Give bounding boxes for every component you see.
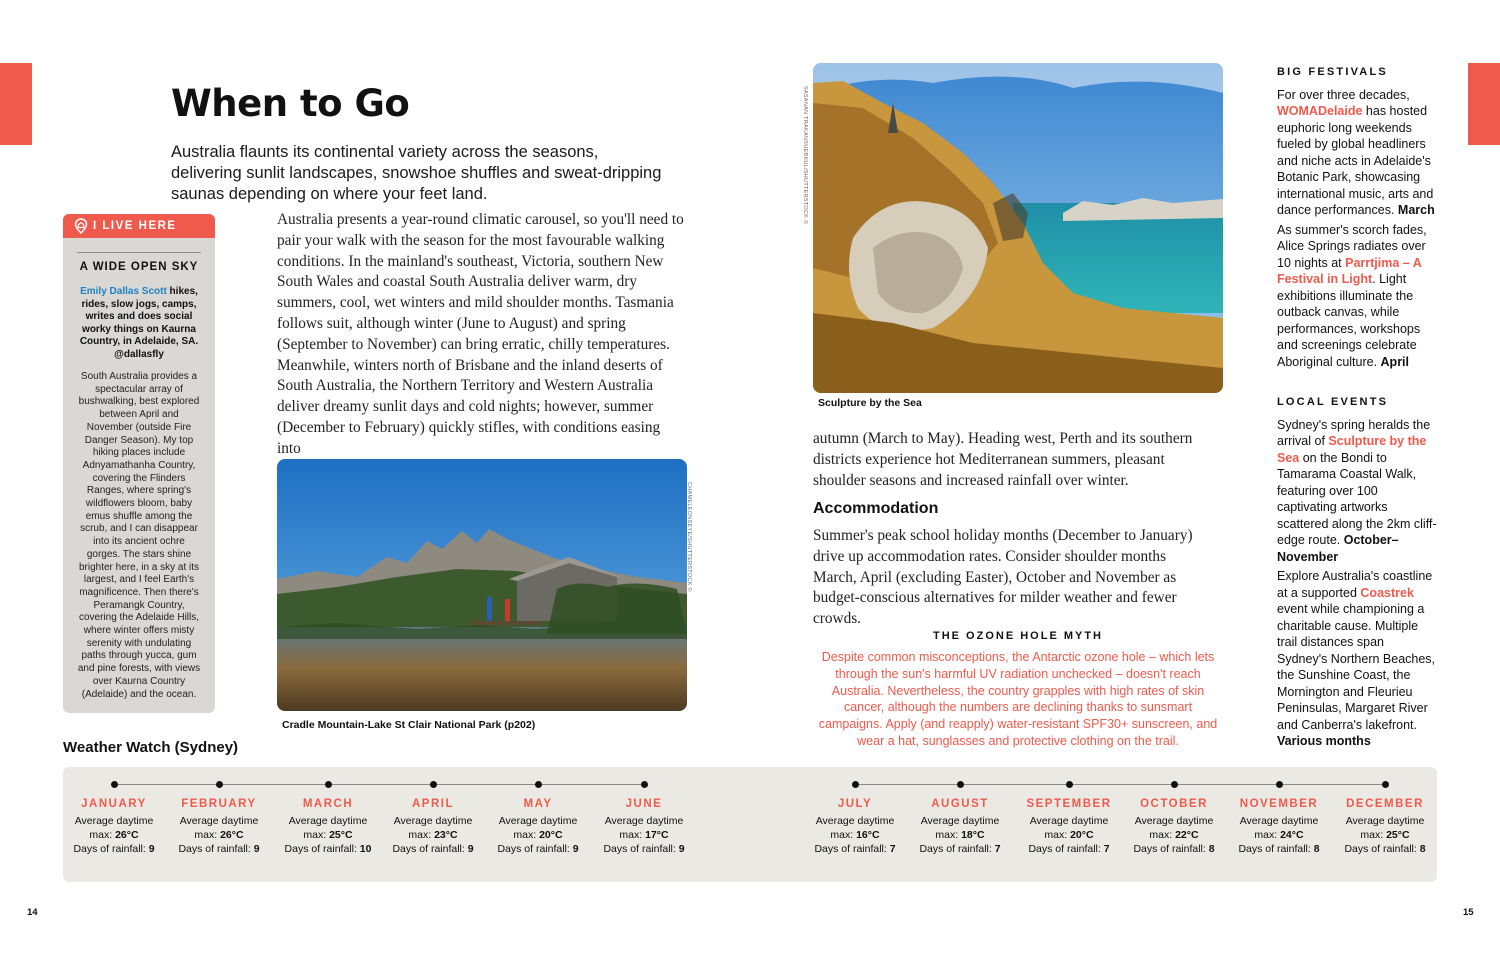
rainfall-days: Days of rainfall: 7 <box>814 842 896 855</box>
avg-line: Average daytime <box>393 815 473 827</box>
avg-line: Average daytime <box>1239 815 1319 827</box>
avg-line: Average daytime <box>288 815 368 827</box>
page-number-left: 14 <box>27 907 38 918</box>
cradle-mountain-photo <box>277 459 687 711</box>
rainfall-days: Days of rainfall: 9 <box>73 842 155 855</box>
photo2-caption: Sculpture by the Sea <box>818 397 922 409</box>
i-live-here-box <box>63 214 215 713</box>
max-temp: max: 22°C <box>1149 828 1199 841</box>
festival-month: March <box>1397 203 1435 217</box>
page-title: When to Go <box>171 82 410 125</box>
weather-watch-panel <box>63 767 1437 882</box>
event-month: October–November <box>1277 533 1399 564</box>
local-events-heading: LOCAL EVENTS <box>1277 396 1389 408</box>
month-name: DECEMBER <box>1346 798 1424 810</box>
month-column <box>484 798 592 856</box>
rainfall-days: Days of rainfall: 7 <box>919 842 1001 855</box>
month-column <box>60 798 168 856</box>
rainfall-days: Days of rainfall: 7 <box>1028 842 1110 855</box>
month-name: AUGUST <box>931 798 989 810</box>
rainfall-days: Days of rainfall: 9 <box>392 842 474 855</box>
author-name: Emily Dallas Scott <box>80 286 167 297</box>
festival-womadelaide: For over three decades, WOMADelaide has hosted euphoric long weekends fueled by global headliners and niche acts in Adelaide's Botanic Park, showcasing international music, arts and dance performances. March <box>1277 87 1435 217</box>
event-name: Coastrek <box>1360 585 1414 600</box>
avg-line: Average daytime <box>1134 815 1214 827</box>
festival-name: Parrtjima – A Festival in Light <box>1277 255 1422 286</box>
month-column <box>1331 798 1439 856</box>
timeline-dot <box>1066 781 1073 788</box>
festival-name: WOMADelaide <box>1277 104 1363 118</box>
i-live-here-header <box>63 214 215 238</box>
max-temp: max: 17°C <box>619 828 669 841</box>
max-temp: max: 24°C <box>1254 828 1304 841</box>
timeline-dot <box>1276 781 1283 788</box>
avg-line: Average daytime <box>604 815 684 827</box>
photo1-credit: CHAMELEONSEYE/SHUTTERSTOCK © <box>686 482 692 592</box>
timeline-dot <box>1382 781 1389 788</box>
accommodation-heading: Accommodation <box>813 500 939 517</box>
location-pin-icon <box>74 218 88 234</box>
month-column <box>1225 798 1333 856</box>
event-month: Various months <box>1277 734 1371 748</box>
timeline-dot <box>111 781 118 788</box>
i-live-here-label: I LIVE HERE <box>93 220 177 232</box>
month-column <box>1015 798 1123 856</box>
event-name: Sculpture by the Sea <box>1277 434 1427 465</box>
ozone-heading: THE OZONE HOLE MYTH <box>933 630 1103 642</box>
max-temp: max: 25°C <box>1360 828 1410 841</box>
timeline-dot <box>430 781 437 788</box>
month-column <box>165 798 273 856</box>
avg-line: Average daytime <box>920 815 1000 827</box>
max-temp: max: 23°C <box>408 828 458 841</box>
timeline-dot <box>216 781 223 788</box>
ozone-text: Despite common misconceptions, the Antarctic ozone hole – which lets through the sun's harmful UV radiation unchecked – doesn't reach Australia. Nevertheless, the country grapples with high rates of skin cancer, although the numbers are declining thanks to sunsmart campaigns. Apply (and reapply) water-resistant SPF30+ sunscreen, and wear a hat, sunglasses and protective clothing on the trail. <box>818 650 1218 748</box>
timeline-dot <box>957 781 964 788</box>
rainfall-days: Days of rainfall: 9 <box>497 842 579 855</box>
left-edge-tab <box>0 63 32 145</box>
rainfall-days: Days of rainfall: 8 <box>1238 842 1320 855</box>
festival-month: April <box>1380 354 1410 369</box>
timeline-dot <box>641 781 648 788</box>
festival-parrtjima: As summer's scorch fades, Alice Springs radiates over 10 nights at Parrtjima – A Festival in Light. Light exhibitions illuminate the outback canvas, while performances, workshops and screenings celebrate Aboriginal culture. April <box>1277 222 1427 369</box>
timeline-dot <box>535 781 542 788</box>
big-festivals-section <box>1277 64 1437 370</box>
timeline-line <box>114 784 645 785</box>
max-temp: max: 26°C <box>194 828 244 841</box>
right-edge-tab <box>1468 63 1500 145</box>
photo1-caption: Cradle Mountain-Lake St Clair National Park (p202) <box>282 719 536 731</box>
timeline-dot <box>1171 781 1178 788</box>
box-heading: A WIDE OPEN SKY <box>79 261 199 273</box>
body-paragraph-1: Australia presents a year-round climatic carousel, so you'll need to pair your walk with the season for the most favourable walking conditions. In the mainland's southeast, Victoria, southern New South Wales and coastal South Australia deliver warm, dry summers, cool, wet winters and mild shoulder months. Tasmania follows suit, although winter (June to August) and spring (September to November) can bring erratic, chilly temperatures. Meanwhile, winters north of Brisbane and the inland deserts of South Australia, the Northern Territory and Western Australia deliver dreamy sunlit days and cold nights; however, summer (December to February) quickly stifles, with conditions easing into <box>277 211 684 457</box>
month-name: JUNE <box>625 798 663 810</box>
avg-line: Average daytime <box>179 815 259 827</box>
month-column <box>906 798 1014 856</box>
month-name: JANUARY <box>81 798 147 810</box>
month-name: FEBRUARY <box>181 798 257 810</box>
accommodation-text: Summer's peak school holiday months (December to January) drive up accommodation rates. Consider shoulder months March, April (excluding Easter), October and November as budget-conscious alternatives for milder weather and fewer crowds. <box>813 527 1193 628</box>
month-name: OCTOBER <box>1140 798 1208 810</box>
photo2-credit: SASANAN TRAKANSUEBKUL/SHUTTERSTOCK © <box>802 86 808 225</box>
big-festivals-heading: BIG FESTIVALS <box>1277 66 1388 78</box>
max-temp: max: 20°C <box>513 828 563 841</box>
avg-line: Average daytime <box>1029 815 1109 827</box>
month-column <box>379 798 487 856</box>
box-body-text: South Australia provides a spectacular array of bushwalking, best explored between April and November (outside Fire Danger Season). My top hiking places include Adnyamathanha Country, covering the Flinders Ranges, where spring's wildflowers bloom, baby emus shuffle among the scrub, and I can disappear into its ancient ochre gorges. The stars shine brighter here, in a sky at its largest, and I feel Earth's magnificence. Then there's Peramangk Country, covering the Adelaide Hills, where winter offers misty serenity with undulating paths through yucca, gum and pine forests, with views over Kaurna Country (Adelaide) and the ocean. <box>77 371 201 700</box>
timeline-dot <box>852 781 859 788</box>
event-coastrek: Explore Australia's coastline at a supported Coastrek event while championing a charitable cause. Multiple trail distances span Sydney's Northern Beaches, the Sunshine Coast, the Mornington and Fleurieu Peninsulas, Margaret River and Canberra's lakefront. Various months <box>1277 569 1436 748</box>
intro-text: Australia flaunts its continental variety across the seasons, delivering sunlit landscapes, snowshoe shuffles and sweat-dripping saunas depending on where your feet land. <box>171 143 662 203</box>
avg-line: Average daytime <box>498 815 578 827</box>
rainfall-days: Days of rainfall: 9 <box>178 842 260 855</box>
avg-line: Average daytime <box>74 815 154 827</box>
month-name: SEPTEMBER <box>1026 798 1112 810</box>
month-name: MAY <box>523 798 553 810</box>
max-temp: max: 20°C <box>1044 828 1094 841</box>
month-name: NOVEMBER <box>1239 798 1319 810</box>
timeline-line <box>855 784 1386 785</box>
avg-line: Average daytime <box>815 815 895 827</box>
author-description: hikes, rides, slow jogs, camps, writes and does social worky things on Kaurna Country, in Adelaide, SA. @dallasfly <box>79 286 199 360</box>
max-temp: max: 25°C <box>303 828 353 841</box>
sculpture-by-the-sea-photo <box>813 63 1223 393</box>
event-sculpture: Sydney's spring heralds the arrival of Sculpture by the Sea on the Bondi to Tamarama Coastal Walk, featuring over 100 captivating artworks scattered along the 2km cliff-edge route. October–November <box>1277 417 1437 564</box>
month-column <box>274 798 382 856</box>
local-events-section <box>1277 394 1437 750</box>
timeline-dot <box>325 781 332 788</box>
weather-watch-title: Weather Watch (Sydney) <box>63 739 239 756</box>
month-name: JULY <box>837 798 873 810</box>
divider <box>77 252 201 253</box>
author-bio <box>63 286 215 361</box>
max-temp: max: 26°C <box>89 828 139 841</box>
rainfall-days: Days of rainfall: 8 <box>1344 842 1426 855</box>
max-temp: max: 16°C <box>830 828 880 841</box>
month-name: MARCH <box>302 798 354 810</box>
max-temp: max: 18°C <box>935 828 985 841</box>
rainfall-days: Days of rainfall: 9 <box>603 842 685 855</box>
body-paragraph-2: autumn (March to May). Heading west, Perth and its southern districts experience hot Mediterranean summers, pleasant shoulder seasons and increased rainfall over winter. <box>813 430 1193 489</box>
month-column <box>1120 798 1228 856</box>
page-number-right: 15 <box>1463 907 1474 918</box>
month-name: APRIL <box>412 798 454 810</box>
month-column <box>590 798 698 856</box>
avg-line: Average daytime <box>1345 815 1425 827</box>
month-column <box>801 798 909 856</box>
rainfall-days: Days of rainfall: 8 <box>1133 842 1215 855</box>
rainfall-days: Days of rainfall: 10 <box>284 842 372 855</box>
